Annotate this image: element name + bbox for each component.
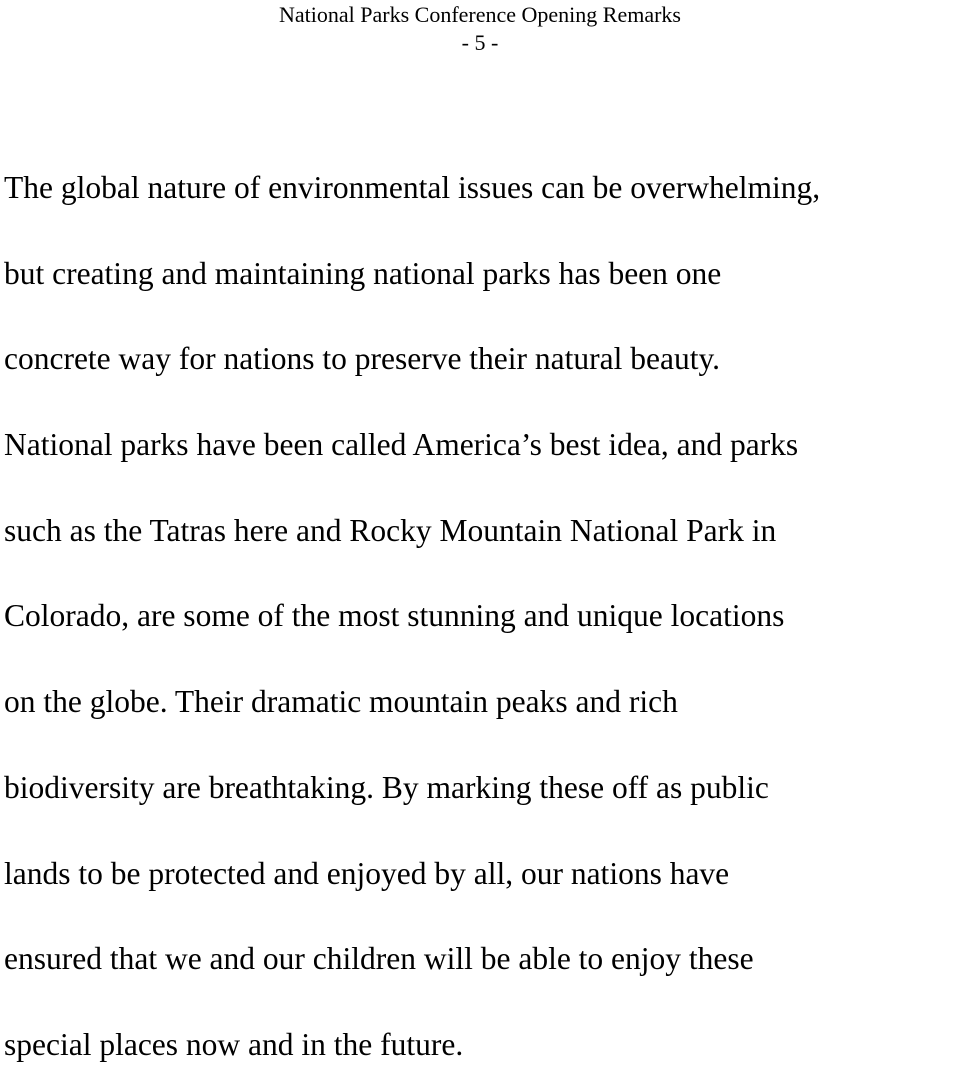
- body-text: [4, 145, 956, 1088]
- text-line: National parks have been called America’s best idea, and parks: [4, 427, 799, 463]
- text-line: ensured that we and our children will be able to enjoy these: [4, 941, 754, 977]
- text-line: biodiversity are breathtaking. By marking these off as public: [4, 769, 769, 805]
- page-header: [0, 0, 960, 57]
- text-line: The global nature of environmental issues can be overwhelming,: [4, 170, 821, 205]
- text-line: special places now and in the future.: [4, 1026, 464, 1062]
- text-line: but creating and maintaining national parks has been one: [4, 255, 722, 291]
- text-line: concrete way for nations to preserve their natural beauty.: [4, 341, 721, 377]
- text-line: such as the Tatras here and Rocky Mountain National Park in: [4, 512, 777, 548]
- page-number: - 5 -: [461, 30, 499, 55]
- text-line: lands to be protected and enjoyed by all, our nations have: [4, 855, 730, 891]
- text-line: Colorado, are some of the most stunning and unique locations: [4, 598, 785, 634]
- text-line: on the globe. Their dramatic mountain peaks and rich: [4, 684, 678, 720]
- header-title: National Parks Conference Opening Remarks: [279, 2, 681, 27]
